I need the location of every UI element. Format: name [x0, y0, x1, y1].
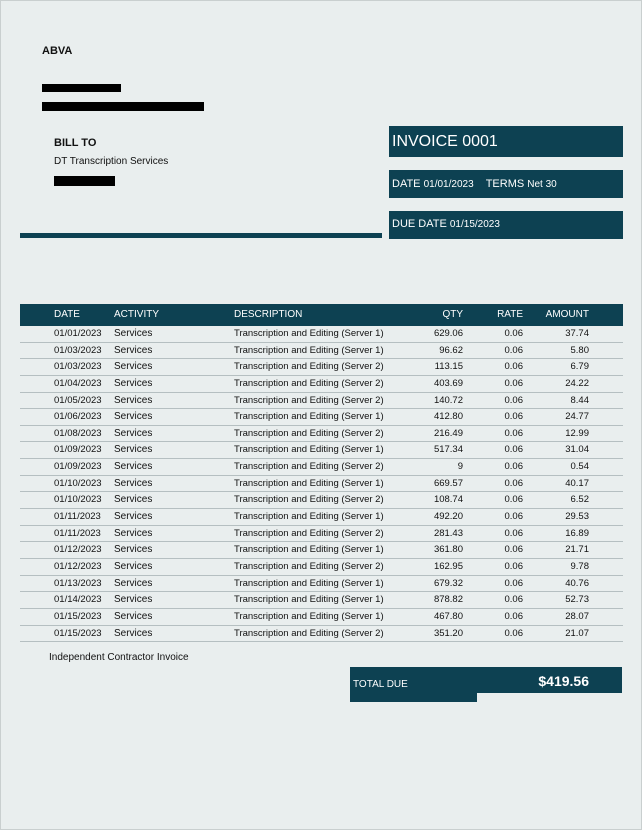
row-amount: 21.71 — [565, 544, 589, 556]
invoice-date: 01/01/2023 — [423, 179, 474, 190]
header-date: DATE — [54, 309, 80, 320]
table-row — [20, 526, 623, 543]
table-row — [20, 576, 623, 593]
row-date: 01/09/2023 — [54, 444, 102, 456]
row-description: Transcription and Editing (Server 1) — [234, 544, 384, 556]
row-amount: 16.89 — [565, 527, 589, 539]
row-amount: 40.76 — [565, 577, 589, 589]
terms-value: Net 30 — [527, 179, 557, 190]
table-row — [20, 409, 623, 426]
table-row — [20, 426, 623, 443]
row-amount: 24.77 — [565, 411, 589, 423]
row-date: 01/14/2023 — [54, 594, 102, 606]
row-rate: 0.06 — [504, 427, 523, 439]
row-date: 01/15/2023 — [54, 627, 102, 639]
row-description: Transcription and Editing (Server 1) — [234, 594, 384, 606]
footer-note: Independent Contractor Invoice — [49, 652, 189, 663]
row-qty: 669.57 — [433, 477, 463, 489]
row-date: 01/06/2023 — [54, 411, 102, 423]
row-description: Transcription and Editing (Server 1) — [234, 328, 384, 339]
row-description: Transcription and Editing (Server 2) — [234, 560, 384, 572]
total-due-underbar — [350, 693, 477, 702]
total-due-label: TOTAL DUE — [353, 679, 408, 690]
row-qty: 679.32 — [433, 577, 463, 589]
row-qty: 629.06 — [433, 328, 463, 339]
row-activity: Services — [114, 610, 153, 622]
row-amount: 9.78 — [570, 560, 589, 572]
row-qty: 162.95 — [433, 560, 463, 572]
row-rate: 0.06 — [504, 477, 523, 489]
row-rate: 0.06 — [504, 444, 523, 456]
header-divider — [20, 233, 382, 238]
row-amount: 40.17 — [565, 477, 589, 489]
row-description: Transcription and Editing (Server 2) — [234, 494, 384, 506]
row-date: 01/08/2023 — [54, 427, 102, 439]
row-activity: Services — [114, 627, 153, 639]
row-description: Transcription and Editing (Server 2) — [234, 461, 384, 473]
row-rate: 0.06 — [504, 344, 523, 356]
header-description: DESCRIPTION — [234, 309, 303, 320]
bill-to-label: BILL TO — [54, 137, 97, 149]
due-date-box — [389, 211, 623, 239]
row-qty: 9 — [457, 461, 463, 473]
table-row — [20, 476, 623, 493]
row-rate: 0.06 — [504, 377, 523, 389]
row-date: 01/11/2023 — [54, 527, 101, 539]
row-description: Transcription and Editing (Server 2) — [234, 377, 384, 389]
row-date: 01/12/2023 — [54, 560, 102, 572]
date-label: DATE — [392, 178, 421, 190]
row-rate: 0.06 — [504, 461, 523, 473]
row-amount: 24.22 — [565, 377, 589, 389]
row-date: 01/01/2023 — [54, 328, 102, 339]
row-qty: 878.82 — [433, 594, 463, 606]
row-activity: Services — [114, 494, 153, 506]
row-rate: 0.06 — [504, 494, 523, 506]
row-activity: Services — [114, 477, 153, 489]
row-amount: 37.74 — [565, 328, 589, 339]
due-date: 01/15/2023 — [449, 219, 500, 230]
row-qty: 517.34 — [433, 444, 463, 456]
redacted-company-line-2 — [42, 102, 204, 111]
row-activity: Services — [114, 361, 153, 373]
due-date-label: DUE DATE — [392, 218, 447, 230]
row-activity: Services — [114, 461, 153, 473]
row-qty: 351.20 — [433, 627, 463, 639]
row-qty: 403.69 — [433, 377, 463, 389]
table-row — [20, 359, 623, 376]
row-qty: 96.62 — [439, 344, 463, 356]
row-description: Transcription and Editing (Server 2) — [234, 627, 384, 639]
row-description: Transcription and Editing (Server 1) — [234, 577, 384, 589]
row-activity: Services — [114, 411, 153, 423]
row-qty: 216.49 — [433, 427, 463, 439]
row-rate: 0.06 — [504, 577, 523, 589]
table-row — [20, 609, 623, 626]
row-activity: Services — [114, 444, 153, 456]
row-amount: 52.73 — [565, 594, 589, 606]
row-qty: 361.80 — [433, 544, 463, 556]
row-activity: Services — [114, 328, 153, 339]
row-description: Transcription and Editing (Server 1) — [234, 411, 384, 423]
row-amount: 31.04 — [565, 444, 589, 456]
row-amount: 6.52 — [570, 494, 589, 506]
row-activity: Services — [114, 594, 153, 606]
redacted-bill-to-line — [54, 176, 115, 186]
table-row — [20, 459, 623, 476]
redacted-company-line-1 — [42, 84, 121, 92]
row-amount: 21.07 — [565, 627, 589, 639]
row-date: 01/15/2023 — [54, 610, 102, 622]
table-row — [20, 509, 623, 526]
line-items-table — [20, 304, 623, 642]
row-amount: 28.07 — [565, 610, 589, 622]
row-activity: Services — [114, 394, 153, 406]
total-due-value: $419.56 — [538, 673, 589, 689]
row-rate: 0.06 — [504, 511, 523, 523]
table-row — [20, 559, 623, 576]
table-row — [20, 393, 623, 410]
row-date: 01/03/2023 — [54, 361, 102, 373]
invoice-title-box — [389, 126, 623, 157]
row-rate: 0.06 — [504, 594, 523, 606]
row-description: Transcription and Editing (Server 2) — [234, 427, 384, 439]
row-description: Transcription and Editing (Server 1) — [234, 444, 384, 456]
row-activity: Services — [114, 527, 153, 539]
table-row — [20, 542, 623, 559]
row-amount: 29.53 — [565, 511, 589, 523]
row-rate: 0.06 — [504, 361, 523, 373]
row-rate: 0.06 — [504, 544, 523, 556]
row-activity: Services — [114, 427, 153, 439]
row-date: 01/09/2023 — [54, 461, 102, 473]
row-description: Transcription and Editing (Server 2) — [234, 527, 384, 539]
row-date: 01/04/2023 — [54, 377, 102, 389]
table-row — [20, 326, 623, 343]
row-date: 01/10/2023 — [54, 494, 102, 506]
row-description: Transcription and Editing (Server 1) — [234, 511, 384, 523]
row-qty: 467.80 — [433, 610, 463, 622]
row-amount: 8.44 — [570, 394, 589, 406]
row-qty: 412.80 — [433, 411, 463, 423]
header-rate: RATE — [497, 309, 523, 320]
row-rate: 0.06 — [504, 411, 523, 423]
row-description: Transcription and Editing (Server 1) — [234, 344, 384, 356]
row-amount: 0.54 — [570, 461, 589, 473]
row-date: 01/13/2023 — [54, 577, 102, 589]
header-qty: QTY — [442, 309, 463, 320]
header-activity: ACTIVITY — [114, 309, 160, 320]
row-date: 01/05/2023 — [54, 394, 102, 406]
row-amount: 6.79 — [570, 361, 589, 373]
row-rate: 0.06 — [504, 527, 523, 539]
row-activity: Services — [114, 511, 153, 523]
table-row — [20, 626, 623, 643]
row-activity: Services — [114, 344, 153, 356]
row-qty: 108.74 — [433, 494, 463, 506]
row-qty: 281.43 — [433, 527, 463, 539]
row-qty: 140.72 — [433, 394, 463, 406]
row-activity: Services — [114, 544, 153, 556]
table-row — [20, 376, 623, 393]
header-amount: AMOUNT — [545, 309, 589, 320]
row-activity: Services — [114, 560, 153, 572]
invoice-title: INVOICE 0001 — [392, 133, 498, 150]
row-description: Transcription and Editing (Server 1) — [234, 610, 384, 622]
table-row — [20, 592, 623, 609]
row-date: 01/03/2023 — [54, 344, 102, 356]
row-description: Transcription and Editing (Server 2) — [234, 361, 384, 373]
table-row — [20, 492, 623, 509]
row-rate: 0.06 — [504, 627, 523, 639]
row-date: 01/12/2023 — [54, 544, 102, 556]
row-date: 01/10/2023 — [54, 477, 102, 489]
row-rate: 0.06 — [504, 394, 523, 406]
total-due-box — [350, 667, 622, 693]
row-rate: 0.06 — [504, 610, 523, 622]
table-row — [20, 442, 623, 459]
row-qty: 492.20 — [433, 511, 463, 523]
row-qty: 113.15 — [434, 361, 463, 373]
company-name: ABVA — [42, 45, 73, 57]
row-amount: 12.99 — [565, 427, 589, 439]
row-date: 01/11/2023 — [54, 511, 101, 523]
row-description: Transcription and Editing (Server 2) — [234, 394, 384, 406]
row-activity: Services — [114, 577, 153, 589]
row-activity: Services — [114, 377, 153, 389]
row-amount: 5.80 — [570, 344, 589, 356]
table-row — [20, 343, 623, 360]
row-description: Transcription and Editing (Server 1) — [234, 477, 384, 489]
invoice-date-box — [389, 170, 623, 198]
row-rate: 0.06 — [504, 560, 523, 572]
terms-label: TERMS — [485, 178, 525, 190]
bill-to-name: DT Transcription Services — [54, 156, 169, 167]
table-header — [20, 304, 623, 326]
row-rate: 0.06 — [504, 328, 523, 339]
table-body — [20, 326, 623, 642]
